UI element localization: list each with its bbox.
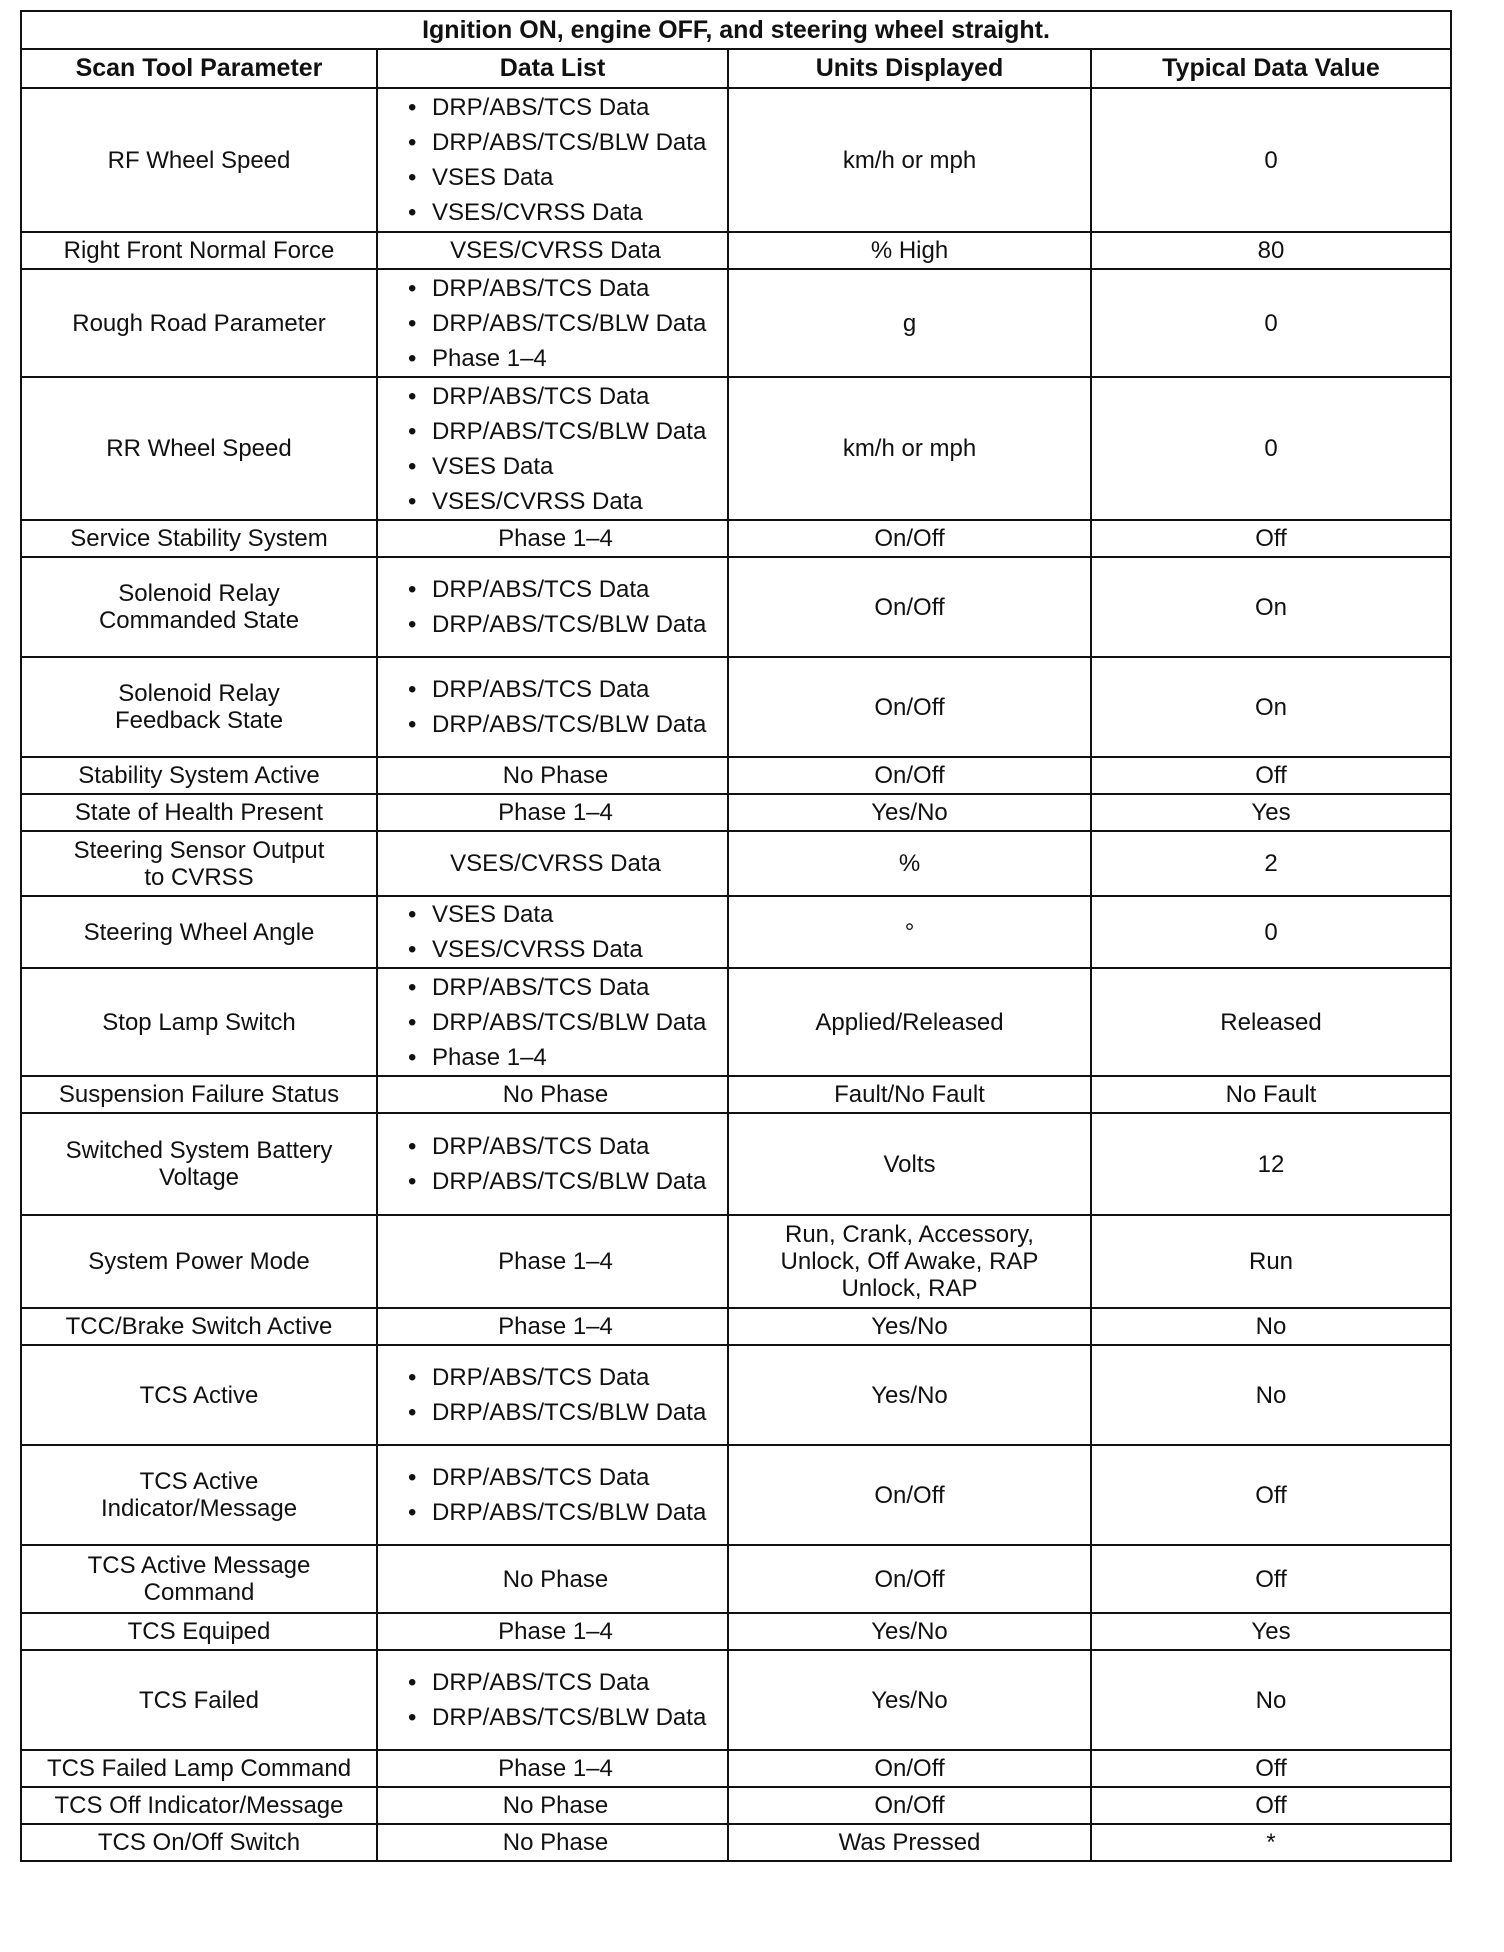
parameter-cell: TCC/Brake Switch Active (21, 1308, 377, 1345)
table-row (21, 377, 1451, 520)
parameter-cell: Switched System Battery Voltage (21, 1113, 377, 1215)
table-row (21, 1545, 1451, 1613)
units-cell: Yes/No (728, 1345, 1091, 1445)
units-cell: On/Off (728, 1445, 1091, 1545)
units-cell: km/h or mph (728, 88, 1091, 232)
data-list-cell (377, 1650, 728, 1750)
typical-value-cell: On (1091, 557, 1451, 657)
data-list-item: • DRP/ABS/TCS Data (408, 970, 727, 1005)
parameter-cell: Right Front Normal Force (21, 232, 377, 269)
typical-value-cell: No (1091, 1345, 1451, 1445)
typical-value-cell: No (1091, 1308, 1451, 1345)
data-list-cell: No Phase (377, 1787, 728, 1824)
data-list (408, 1665, 727, 1735)
data-list (408, 897, 727, 967)
typical-value-cell: * (1091, 1824, 1451, 1861)
typical-value-cell: Off (1091, 1445, 1451, 1545)
table-row (21, 757, 1451, 794)
data-list-cell: Phase 1–4 (377, 1215, 728, 1308)
column-header-data-list: Data List (377, 49, 728, 88)
data-list-cell: VSES/CVRSS Data (377, 232, 728, 269)
parameter-cell: TCS Failed Lamp Command (21, 1750, 377, 1787)
table-row (21, 1345, 1451, 1445)
units-cell: On/Off (728, 520, 1091, 557)
units-cell: On/Off (728, 757, 1091, 794)
table-row (21, 1824, 1451, 1861)
data-list-cell (377, 88, 728, 232)
units-cell: Yes/No (728, 794, 1091, 831)
data-list-cell (377, 1445, 728, 1545)
data-list-item: • VSES Data (408, 449, 727, 484)
data-list-cell: Phase 1–4 (377, 794, 728, 831)
units-cell: % (728, 831, 1091, 896)
data-list-item: • DRP/ABS/TCS Data (408, 1665, 727, 1700)
data-list-item: • DRP/ABS/TCS/BLW Data (408, 1164, 727, 1199)
parameter-cell: Stability System Active (21, 757, 377, 794)
table-row (21, 968, 1451, 1076)
table-row (21, 657, 1451, 757)
data-list-cell: VSES/CVRSS Data (377, 831, 728, 896)
table-row (21, 520, 1451, 557)
units-cell: On/Off (728, 557, 1091, 657)
table-row (21, 269, 1451, 377)
typical-value-cell: 2 (1091, 831, 1451, 896)
table-row (21, 557, 1451, 657)
units-cell: Run, Crank, Accessory, Unlock, Off Awake, RAP Unlock, RAP (728, 1215, 1091, 1308)
table-row (21, 831, 1451, 896)
data-list-cell (377, 896, 728, 968)
table-row (21, 88, 1451, 232)
data-list-item: • DRP/ABS/TCS Data (408, 572, 727, 607)
units-cell: g (728, 269, 1091, 377)
data-list-item: • VSES/CVRSS Data (408, 484, 727, 519)
data-list-item: • DRP/ABS/TCS Data (408, 271, 727, 306)
data-list-cell: Phase 1–4 (377, 1750, 728, 1787)
data-list-cell: No Phase (377, 1076, 728, 1113)
data-list-cell (377, 269, 728, 377)
column-header-typical-value: Typical Data Value (1091, 49, 1451, 88)
table-caption: Ignition ON, engine OFF, and steering wheel straight. (21, 11, 1451, 49)
units-cell: km/h or mph (728, 377, 1091, 520)
units-cell: On/Off (728, 657, 1091, 757)
data-list-item: • DRP/ABS/TCS Data (408, 90, 727, 125)
typical-value-cell: 80 (1091, 232, 1451, 269)
data-list-item: • DRP/ABS/TCS/BLW Data (408, 414, 727, 449)
data-list (408, 970, 727, 1075)
typical-value-cell: On (1091, 657, 1451, 757)
data-list-item: • DRP/ABS/TCS/BLW Data (408, 707, 727, 742)
parameter-cell: Service Stability System (21, 520, 377, 557)
parameter-cell: Solenoid Relay Commanded State (21, 557, 377, 657)
table-row (21, 232, 1451, 269)
data-list-cell (377, 377, 728, 520)
parameter-cell: Steering Wheel Angle (21, 896, 377, 968)
column-header-units: Units Displayed (728, 49, 1091, 88)
scan-tool-data-sheet (20, 10, 1452, 1862)
typical-value-cell: Yes (1091, 794, 1451, 831)
table-row (21, 1787, 1451, 1824)
data-list (408, 1129, 727, 1199)
data-list-item: • DRP/ABS/TCS/BLW Data (408, 1700, 727, 1735)
units-cell: On/Off (728, 1545, 1091, 1613)
units-cell: Volts (728, 1113, 1091, 1215)
table-row (21, 1076, 1451, 1113)
table-row (21, 1750, 1451, 1787)
typical-value-cell: Off (1091, 1750, 1451, 1787)
parameter-cell: State of Health Present (21, 794, 377, 831)
data-table (20, 10, 1452, 1862)
data-list-cell: Phase 1–4 (377, 520, 728, 557)
typical-value-cell: 0 (1091, 377, 1451, 520)
typical-value-cell: Yes (1091, 1613, 1451, 1650)
parameter-cell: TCS Active Message Command (21, 1545, 377, 1613)
data-list-item: • DRP/ABS/TCS/BLW Data (408, 607, 727, 642)
table-row (21, 896, 1451, 968)
data-list-item: • VSES/CVRSS Data (408, 195, 727, 230)
parameter-cell: Stop Lamp Switch (21, 968, 377, 1076)
units-cell: Yes/No (728, 1613, 1091, 1650)
units-cell: % High (728, 232, 1091, 269)
parameter-cell: Solenoid Relay Feedback State (21, 657, 377, 757)
header-row (21, 49, 1451, 88)
parameter-cell: TCS Equiped (21, 1613, 377, 1650)
units-cell: On/Off (728, 1750, 1091, 1787)
table-row (21, 1650, 1451, 1750)
typical-value-cell: Off (1091, 520, 1451, 557)
data-list-item: • DRP/ABS/TCS Data (408, 672, 727, 707)
data-list-item: • DRP/ABS/TCS Data (408, 1460, 727, 1495)
table-row (21, 1445, 1451, 1545)
typical-value-cell: 12 (1091, 1113, 1451, 1215)
data-list-item: • DRP/ABS/TCS Data (408, 1360, 727, 1395)
typical-value-cell: Run (1091, 1215, 1451, 1308)
data-list-cell (377, 557, 728, 657)
data-list-cell (377, 1345, 728, 1445)
data-list-cell: No Phase (377, 1545, 728, 1613)
table-row (21, 1613, 1451, 1650)
table-body (21, 88, 1451, 1861)
typical-value-cell: No (1091, 1650, 1451, 1750)
table-row (21, 1215, 1451, 1308)
parameter-cell: System Power Mode (21, 1215, 377, 1308)
parameter-cell: RR Wheel Speed (21, 377, 377, 520)
typical-value-cell: Off (1091, 1787, 1451, 1824)
data-list-cell: No Phase (377, 1824, 728, 1861)
units-cell: On/Off (728, 1787, 1091, 1824)
typical-value-cell: Off (1091, 1545, 1451, 1613)
data-list-cell: No Phase (377, 757, 728, 794)
units-cell: Fault/No Fault (728, 1076, 1091, 1113)
parameter-cell: TCS Off Indicator/Message (21, 1787, 377, 1824)
data-list-item: • Phase 1–4 (408, 341, 727, 376)
parameter-cell: TCS Active (21, 1345, 377, 1445)
data-list (408, 1360, 727, 1430)
data-list (408, 271, 727, 376)
units-cell: ° (728, 896, 1091, 968)
typical-value-cell: Released (1091, 968, 1451, 1076)
table-row (21, 1308, 1451, 1345)
data-list (408, 672, 727, 742)
data-list-cell: Phase 1–4 (377, 1613, 728, 1650)
data-list (408, 379, 727, 519)
data-list-item: • DRP/ABS/TCS/BLW Data (408, 306, 727, 341)
data-list-item: • DRP/ABS/TCS/BLW Data (408, 1495, 727, 1530)
data-list-cell (377, 657, 728, 757)
parameter-cell: Suspension Failure Status (21, 1076, 377, 1113)
typical-value-cell: 0 (1091, 269, 1451, 377)
data-list-item: • DRP/ABS/TCS Data (408, 379, 727, 414)
column-header-parameter: Scan Tool Parameter (21, 49, 377, 88)
parameter-cell: TCS Active Indicator/Message (21, 1445, 377, 1545)
data-list-item: • DRP/ABS/TCS/BLW Data (408, 1395, 727, 1430)
data-list-cell: Phase 1–4 (377, 1308, 728, 1345)
table-row (21, 794, 1451, 831)
data-list-cell (377, 1113, 728, 1215)
table-row (21, 1113, 1451, 1215)
data-list (408, 90, 727, 230)
parameter-cell: Steering Sensor Output to CVRSS (21, 831, 377, 896)
units-cell: Yes/No (728, 1308, 1091, 1345)
typical-value-cell: Off (1091, 757, 1451, 794)
typical-value-cell: No Fault (1091, 1076, 1451, 1113)
parameter-cell: Rough Road Parameter (21, 269, 377, 377)
data-list-item: • DRP/ABS/TCS/BLW Data (408, 125, 727, 160)
data-list (408, 1460, 727, 1530)
units-cell: Yes/No (728, 1650, 1091, 1750)
parameter-cell: RF Wheel Speed (21, 88, 377, 232)
data-list-cell (377, 968, 728, 1076)
data-list-item: • VSES/CVRSS Data (408, 932, 727, 967)
typical-value-cell: 0 (1091, 896, 1451, 968)
data-list-item: • Phase 1–4 (408, 1040, 727, 1075)
data-list-item: • VSES Data (408, 897, 727, 932)
data-list-item: • DRP/ABS/TCS/BLW Data (408, 1005, 727, 1040)
typical-value-cell: 0 (1091, 88, 1451, 232)
data-list-item: • DRP/ABS/TCS Data (408, 1129, 727, 1164)
parameter-cell: TCS On/Off Switch (21, 1824, 377, 1861)
data-list (408, 572, 727, 642)
units-cell: Applied/Released (728, 968, 1091, 1076)
units-cell: Was Pressed (728, 1824, 1091, 1861)
data-list-item: • VSES Data (408, 160, 727, 195)
parameter-cell: TCS Failed (21, 1650, 377, 1750)
